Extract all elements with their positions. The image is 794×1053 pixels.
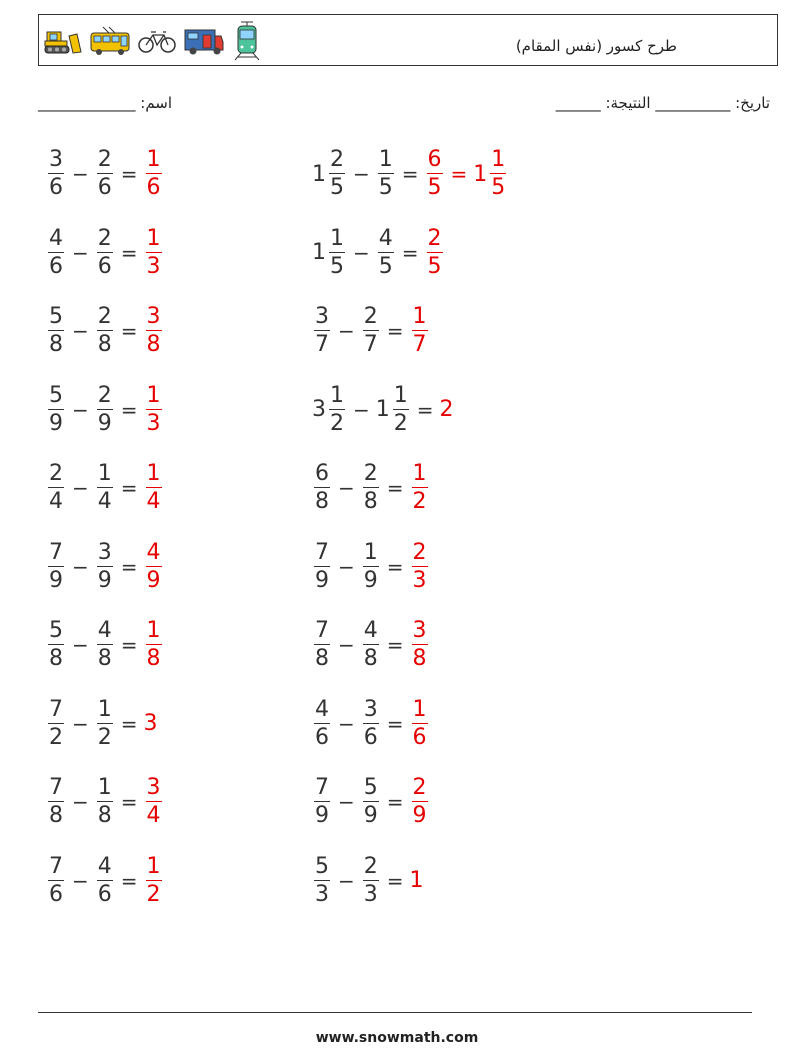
minus-sign: −: [338, 633, 355, 657]
denominator: 4: [97, 489, 112, 514]
whole-number: 1: [312, 161, 326, 187]
denominator: 8: [146, 646, 161, 671]
numerator: 2: [97, 225, 112, 251]
numerator: 2: [363, 304, 378, 329]
answer-fraction: [427, 149, 443, 199]
denominator: 9: [363, 567, 378, 593]
denominator: 9: [146, 567, 161, 593]
answer: [144, 620, 164, 670]
numerator: 5: [49, 304, 63, 329]
footer-divider: [38, 1012, 752, 1013]
answer: [144, 539, 164, 593]
fraction: [314, 539, 330, 593]
denominator: 8: [49, 332, 63, 357]
equals-sign: =: [120, 240, 138, 265]
fraction: [48, 463, 64, 513]
problem-12: [312, 539, 430, 595]
numerator: 1: [146, 382, 161, 408]
fraction: [97, 696, 113, 750]
whole-number: 1: [375, 397, 390, 422]
numerator: 4: [97, 618, 112, 643]
bicycle-icon: [137, 27, 177, 55]
equals-sign: =: [416, 397, 434, 422]
answer: [144, 463, 164, 513]
denominator: 6: [49, 253, 63, 279]
denominator: 5: [427, 175, 442, 200]
denominator: 6: [412, 724, 427, 750]
denominator: 8: [97, 646, 112, 671]
fraction: [97, 620, 113, 670]
answer-fraction: [412, 696, 428, 750]
problem-7: [46, 382, 164, 438]
equals-sign: =: [120, 868, 138, 893]
numerator: 1: [330, 382, 344, 408]
fraction: [314, 463, 330, 513]
bus-icon: [89, 25, 131, 57]
fraction: [48, 149, 64, 199]
fraction: [97, 149, 113, 199]
denominator: 8: [97, 332, 112, 357]
denominator: 8: [49, 803, 63, 828]
truck-icon: [183, 25, 225, 57]
equals-sign: =: [450, 162, 468, 186]
denominator: 2: [49, 724, 63, 750]
numerator: 7: [49, 853, 63, 879]
denominator: 6: [315, 724, 329, 750]
denominator: 9: [49, 567, 63, 593]
answer-fraction: [146, 620, 162, 670]
answer: [425, 225, 445, 279]
fraction: [363, 306, 379, 356]
numerator: 2: [97, 304, 112, 329]
equals-sign: =: [120, 397, 138, 422]
minus-sign: −: [338, 554, 355, 579]
denominator: 9: [315, 803, 329, 828]
fraction: [314, 620, 330, 670]
answer-mixed-fraction: [490, 149, 506, 199]
answer-fraction: [412, 777, 428, 827]
date-score-field: ______ :تاريخ: __________ النتيجة: [555, 94, 770, 112]
fraction: [329, 149, 345, 199]
denominator: 8: [146, 332, 161, 357]
denominator: 9: [49, 410, 63, 436]
denominator: 5: [378, 175, 393, 200]
denominator: 3: [146, 253, 161, 279]
numerator: 1: [330, 225, 344, 251]
numerator: 4: [146, 539, 161, 565]
numerator: 1: [363, 539, 378, 565]
equals-sign: =: [401, 240, 419, 265]
problem-16: [312, 696, 430, 752]
numerator: 2: [412, 775, 427, 800]
answer-fraction: [146, 225, 162, 279]
fraction: [48, 696, 64, 750]
denominator: 9: [97, 567, 112, 593]
equals-sign: =: [386, 711, 404, 736]
answer: [440, 397, 454, 422]
footer-url: www.snowmath.com: [315, 1030, 479, 1046]
numerator: 2: [412, 539, 427, 565]
numerator: 1: [491, 147, 506, 172]
problem-10: [312, 460, 430, 516]
equals-sign: =: [120, 633, 138, 657]
denominator: 8: [315, 489, 329, 514]
problem-18: [312, 774, 430, 830]
problem-6: [312, 303, 430, 359]
answer-fraction: [146, 149, 162, 199]
worksheet-title: طرح كسور (نفس المقام): [515, 37, 677, 55]
answer: [410, 306, 430, 356]
minus-sign: −: [72, 397, 89, 422]
denominator: 9: [412, 803, 427, 828]
numerator: 1: [378, 147, 393, 172]
denominator: 5: [491, 175, 506, 200]
denominator: 2: [412, 489, 427, 514]
numerator: 1: [97, 696, 112, 722]
problem-2: [312, 146, 508, 202]
denominator: 6: [49, 881, 63, 907]
denominator: 8: [97, 803, 112, 828]
denominator: 5: [330, 253, 344, 279]
answer-fraction: [146, 539, 162, 593]
minus-sign: −: [72, 554, 89, 579]
numerator: 1: [393, 382, 408, 408]
denominator: 7: [363, 332, 378, 357]
denominator: 2: [393, 410, 408, 436]
numerator: 2: [363, 461, 378, 486]
bulldozer-icon: [43, 26, 83, 56]
denominator: 6: [49, 175, 63, 200]
numerator: 1: [97, 775, 112, 800]
denominator: 3: [146, 410, 161, 436]
minus-sign: −: [72, 633, 89, 657]
numerator: 4: [49, 225, 63, 251]
denominator: 6: [363, 724, 378, 750]
answer-fraction: [412, 306, 428, 356]
fraction: [48, 382, 64, 436]
minus-sign: −: [338, 319, 355, 343]
problem-13: [46, 617, 164, 673]
fraction: [48, 853, 64, 907]
denominator: 9: [363, 803, 378, 828]
problem-8: [312, 382, 454, 438]
answer-fraction: [412, 539, 428, 593]
denominator: 6: [97, 175, 112, 200]
problem-15: [46, 696, 158, 752]
minus-sign: −: [72, 476, 89, 500]
problem-1: [46, 146, 164, 202]
numerator: 2: [97, 147, 112, 172]
equals-sign: =: [386, 868, 404, 893]
denominator: 4: [146, 803, 161, 828]
numerator: 4: [378, 225, 393, 251]
numerator: 7: [49, 775, 63, 800]
answer: [410, 539, 430, 593]
minus-sign: −: [353, 397, 370, 422]
denominator: 2: [97, 724, 112, 750]
fraction: [314, 853, 330, 907]
minus-sign: −: [72, 790, 89, 814]
answer-fraction: [146, 463, 162, 513]
answer: [410, 777, 430, 827]
denominator: 6: [97, 881, 112, 907]
fraction: [363, 539, 379, 593]
problem-3: [46, 225, 164, 281]
minus-sign: −: [72, 162, 89, 186]
answer: [410, 696, 430, 750]
fraction: [97, 306, 113, 356]
numerator: 3: [49, 147, 63, 172]
fraction: [363, 620, 379, 670]
numerator: 5: [49, 618, 63, 643]
numerator: 2: [330, 147, 344, 172]
denominator: 9: [97, 410, 112, 436]
numerator: 7: [49, 696, 63, 722]
answer: [144, 853, 164, 907]
fraction: [48, 620, 64, 670]
numerator: 2: [363, 853, 378, 879]
denominator: 2: [330, 410, 344, 436]
problem-14: [312, 617, 430, 673]
numerator: 4: [363, 618, 378, 643]
answer-fraction: [412, 620, 428, 670]
problem-19: [46, 853, 164, 909]
numerator: 1: [97, 461, 112, 486]
minus-sign: −: [353, 162, 370, 186]
equals-sign: =: [386, 554, 404, 579]
problem-11: [46, 539, 164, 595]
numerator: 7: [49, 539, 63, 565]
answer-fraction: [146, 777, 162, 827]
minus-sign: −: [72, 868, 89, 893]
fraction: [48, 777, 64, 827]
fraction: [48, 225, 64, 279]
minus-sign: −: [338, 790, 355, 814]
fraction: [48, 539, 64, 593]
numerator: 3: [315, 304, 329, 329]
numerator: 6: [427, 147, 442, 172]
fraction: [329, 225, 345, 279]
fraction: [48, 306, 64, 356]
minus-sign: −: [72, 240, 89, 265]
equals-sign: =: [386, 790, 404, 814]
problem-20: [312, 853, 424, 909]
numerator: 6: [315, 461, 329, 486]
fraction: [378, 225, 394, 279]
answer-fraction: [412, 463, 428, 513]
minus-sign: −: [353, 240, 370, 265]
fraction: [363, 463, 379, 513]
whole-number: 3: [312, 397, 326, 422]
denominator: 5: [378, 253, 393, 279]
equals-sign: =: [120, 711, 138, 736]
fraction: [97, 382, 113, 436]
minus-sign: −: [338, 868, 355, 893]
numerator: 1: [146, 853, 161, 879]
header-box: [38, 14, 778, 66]
denominator: 8: [363, 489, 378, 514]
numerator: 3: [146, 775, 161, 800]
denominator: 8: [49, 646, 63, 671]
answer: [144, 225, 164, 279]
fraction: [97, 539, 113, 593]
answer-integer: 2: [439, 397, 454, 422]
answer-fraction: [146, 853, 162, 907]
problem-4: [312, 225, 445, 281]
equals-sign: =: [386, 319, 404, 343]
denominator: 3: [315, 881, 329, 907]
problem-9: [46, 460, 164, 516]
numerator: 3: [412, 618, 427, 643]
denominator: 7: [315, 332, 329, 357]
numerator: 7: [315, 618, 329, 643]
denominator: 3: [412, 567, 427, 593]
numerator: 2: [427, 225, 442, 251]
minus-sign: −: [72, 711, 89, 736]
equals-sign: =: [120, 319, 138, 343]
answer: [144, 777, 164, 827]
answer: [410, 868, 424, 893]
equals-sign: =: [120, 790, 138, 814]
denominator: 6: [146, 175, 161, 200]
denominator: 5: [330, 175, 344, 200]
denominator: 5: [427, 253, 442, 279]
equals-sign: =: [120, 476, 138, 500]
answer-integer: 1: [409, 868, 424, 893]
denominator: 3: [363, 881, 378, 907]
problem-5: [46, 303, 164, 359]
numerator: 3: [97, 539, 112, 565]
numerator: 5: [315, 853, 329, 879]
numerator: 1: [412, 696, 427, 722]
answer-fraction: [146, 306, 162, 356]
denominator: 4: [146, 489, 161, 514]
name-field: اسم: _____________: [38, 94, 173, 112]
equals-sign: =: [386, 633, 404, 657]
answer: [410, 620, 430, 670]
numerator: 1: [146, 461, 161, 486]
numerator: 2: [97, 382, 112, 408]
answer-fraction: [146, 382, 162, 436]
denominator: 9: [315, 567, 329, 593]
fraction: [363, 777, 379, 827]
fraction: [363, 853, 379, 907]
denominator: 2: [146, 881, 161, 907]
answer-integer: 3: [143, 711, 158, 736]
answer: [144, 382, 164, 436]
numerator: 7: [315, 539, 329, 565]
equals-sign: =: [120, 162, 138, 186]
numerator: 4: [315, 696, 329, 722]
minus-sign: −: [72, 319, 89, 343]
numerator: 5: [49, 382, 63, 408]
answer: [144, 711, 158, 736]
answer: [410, 463, 430, 513]
equals-sign: =: [401, 162, 419, 186]
whole-number: 1: [312, 240, 326, 265]
numerator: 5: [363, 775, 378, 800]
tram-icon: [231, 21, 263, 61]
numerator: 1: [146, 147, 161, 172]
numerator: 7: [315, 775, 329, 800]
denominator: 8: [412, 646, 427, 671]
fraction: [97, 463, 113, 513]
numerator: 2: [49, 461, 63, 486]
numerator: 3: [363, 696, 378, 722]
fraction: [314, 306, 330, 356]
answer: [425, 149, 509, 199]
denominator: 7: [412, 332, 427, 357]
denominator: 4: [49, 489, 63, 514]
answer: [144, 149, 164, 199]
equals-sign: =: [386, 476, 404, 500]
answer-fraction: [427, 225, 443, 279]
header-icons: [43, 21, 263, 61]
fraction: [378, 149, 394, 199]
fraction: [329, 382, 345, 436]
numerator: 1: [146, 225, 161, 251]
denominator: 8: [315, 646, 329, 671]
numerator: 4: [97, 853, 112, 879]
fraction: [363, 696, 379, 750]
fraction: [97, 777, 113, 827]
minus-sign: −: [338, 476, 355, 500]
fraction: [393, 382, 409, 436]
fraction: [314, 777, 330, 827]
fraction: [314, 696, 330, 750]
answer-whole-number: 1: [473, 161, 488, 187]
equals-sign: =: [120, 554, 138, 579]
answer: [144, 306, 164, 356]
minus-sign: −: [338, 711, 355, 736]
numerator: 1: [146, 618, 161, 643]
numerator: 1: [412, 461, 427, 486]
fraction: [97, 853, 113, 907]
denominator: 8: [363, 646, 378, 671]
numerator: 1: [412, 304, 427, 329]
problem-17: [46, 774, 164, 830]
denominator: 6: [97, 253, 112, 279]
numerator: 3: [146, 304, 161, 329]
fraction: [97, 225, 113, 279]
